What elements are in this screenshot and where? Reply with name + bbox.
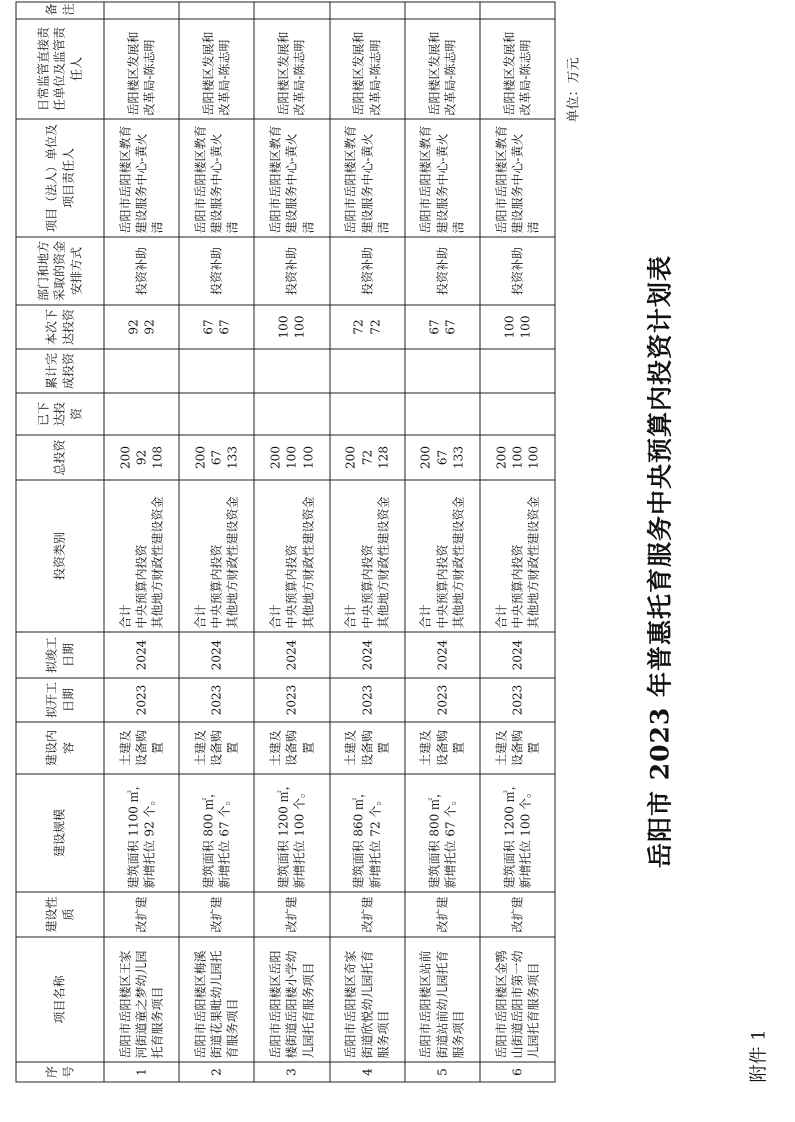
cell-issued — [329, 393, 404, 435]
category-line: 合计 — [268, 603, 283, 628]
cell-total — [179, 435, 254, 480]
table-row — [254, 2, 329, 1082]
cell-name: 岳阳市岳阳楼区岳阳楼街道岳阳楼小学幼儿园托育服务项目 — [254, 937, 329, 1062]
cell-nature: 改扩建 — [254, 892, 329, 937]
cell-owner: 岳阳市岳阳楼区教育建设服务中心-黄火清 — [254, 119, 329, 237]
cell-name: 岳阳市岳阳楼区金鹗山街道岳阳市第一幼儿园托育服务项目 — [479, 937, 554, 1062]
header-finish: 拟竣工日期 — [16, 632, 104, 678]
total-line: 133 — [225, 445, 240, 469]
cell-issued — [479, 393, 554, 435]
cell-no: 4 — [329, 1062, 404, 1082]
total-line: 200 — [343, 445, 358, 469]
cell-name: 岳阳市岳阳楼区王家河街道童之梦幼儿园托育服务项目 — [104, 937, 179, 1062]
header-owner: 项目（法人）单位及项目责任人 — [16, 119, 104, 237]
cell-total — [404, 435, 479, 480]
table-row — [479, 2, 554, 1082]
cell-owner: 岳阳市岳阳楼区教育建设服务中心-黄火清 — [179, 119, 254, 237]
cell-finish: 2024 — [479, 632, 554, 678]
total-line: 100 — [284, 445, 299, 469]
category-line: 其他地方财政性建设资金 — [375, 495, 390, 628]
cell-owner: 岳阳市岳阳楼区教育建设服务中心-黄火清 — [104, 119, 179, 237]
cell-nature: 改扩建 — [179, 892, 254, 937]
category-line: 中央预算内投资 — [434, 543, 449, 628]
total-line: 100 — [525, 445, 540, 469]
category-line: 其他地方财政性建设资金 — [450, 495, 465, 628]
cell-issued — [179, 393, 254, 435]
category-line: 合计 — [193, 603, 208, 628]
header-scale: 建设规模 — [16, 774, 104, 892]
cell-current — [329, 305, 404, 349]
cell-start: 2023 — [104, 678, 179, 722]
current-line: 72 — [351, 318, 366, 335]
cell-remark — [254, 2, 329, 19]
cell-scale: 建筑面积 1100 ㎡，新增托位 92 个。 — [104, 774, 179, 892]
table-row — [104, 2, 179, 1082]
total-line: 200 — [268, 445, 283, 469]
cell-completed — [254, 349, 329, 393]
category-line: 合计 — [343, 603, 358, 628]
cell-content: 土建及设备购置 — [104, 722, 179, 774]
cell-name: 岳阳市岳阳楼区站前街道站前幼儿园托育服务项目 — [404, 937, 479, 1062]
cell-completed — [479, 349, 554, 393]
total-line: 72 — [359, 449, 374, 465]
cell-content: 土建及设备购置 — [329, 722, 404, 774]
cell-name: 岳阳市岳阳楼区奇家街道欣悦幼儿园托育服务项目 — [329, 937, 404, 1062]
cell-completed — [404, 349, 479, 393]
current-line: 67 — [201, 318, 216, 335]
cell-start: 2023 — [329, 678, 404, 722]
header-total: 总投资 — [16, 435, 104, 480]
cell-method: 投资补助 — [329, 237, 404, 305]
cell-completed — [104, 349, 179, 393]
total-line: 67 — [209, 449, 224, 465]
cell-content: 土建及设备购置 — [254, 722, 329, 774]
header-name: 项目名称 — [16, 937, 104, 1062]
cell-method: 投资补助 — [254, 237, 329, 305]
cell-category — [179, 480, 254, 632]
cell-supervisor: 岳阳楼区发展和改革局-陈志明 — [404, 19, 479, 119]
cell-remark — [404, 2, 479, 19]
category-line: 其他地方财政性建设资金 — [225, 495, 240, 628]
current-line: 92 — [142, 318, 157, 335]
total-line: 200 — [193, 445, 208, 469]
current-line: 100 — [501, 315, 516, 338]
table-row — [179, 2, 254, 1082]
current-line: 67 — [217, 318, 232, 335]
cell-finish: 2024 — [254, 632, 329, 678]
cell-completed — [329, 349, 404, 393]
current-line: 67 — [442, 318, 457, 335]
cell-supervisor: 岳阳楼区发展和改革局-陈志明 — [179, 19, 254, 119]
header-category: 投资类别 — [16, 480, 104, 632]
total-line: 67 — [434, 449, 449, 465]
cell-no: 1 — [104, 1062, 179, 1082]
header-supervisor: 日常监管直接责任单位及监管责任人 — [16, 19, 104, 119]
category-line: 中央预算内投资 — [134, 543, 149, 628]
cell-completed — [179, 349, 254, 393]
cell-category — [104, 480, 179, 632]
header-remark: 备注 — [16, 2, 104, 19]
cell-start: 2023 — [404, 678, 479, 722]
cell-finish: 2024 — [404, 632, 479, 678]
cell-owner: 岳阳市岳阳楼区教育建设服务中心-黄火清 — [479, 119, 554, 237]
cell-current — [479, 305, 554, 349]
total-line: 200 — [418, 445, 433, 469]
total-line: 92 — [134, 449, 149, 465]
cell-method: 投资补助 — [479, 237, 554, 305]
cell-scale: 建筑面积 1200 ㎡，新增托位 100 个。 — [479, 774, 554, 892]
header-completed: 累计完成投资 — [16, 349, 104, 393]
category-line: 合计 — [117, 603, 132, 628]
current-line: 67 — [426, 318, 441, 335]
cell-category — [254, 480, 329, 632]
cell-scale: 建筑面积 1200 ㎡，新增托位 100 个。 — [254, 774, 329, 892]
total-line: 108 — [150, 445, 165, 469]
header-current: 本次下达投资 — [16, 305, 104, 349]
header-no: 序号 — [16, 1062, 104, 1082]
cell-supervisor: 岳阳楼区发展和改革局-陈志明 — [479, 19, 554, 119]
cell-category — [479, 480, 554, 632]
cell-nature: 改扩建 — [479, 892, 554, 937]
cell-current — [104, 305, 179, 349]
total-line: 100 — [300, 445, 315, 469]
cell-current — [179, 305, 254, 349]
header-nature: 建设性质 — [16, 892, 104, 937]
investment-plan-table — [15, 1, 555, 1082]
cell-nature: 改扩建 — [104, 892, 179, 937]
cell-owner: 岳阳市岳阳楼区教育建设服务中心-黄火清 — [404, 119, 479, 237]
cell-finish: 2024 — [329, 632, 404, 678]
total-line: 100 — [509, 445, 524, 469]
cell-supervisor: 岳阳楼区发展和改革局-陈志明 — [254, 19, 329, 119]
cell-remark — [179, 2, 254, 19]
cell-name: 岳阳市岳阳楼区梅溪街道花果毗幼儿园托育服务项目 — [179, 937, 254, 1062]
cell-start: 2023 — [479, 678, 554, 722]
cell-content: 土建及设备购置 — [479, 722, 554, 774]
category-line: 中央预算内投资 — [209, 543, 224, 628]
current-line: 100 — [276, 315, 291, 338]
cell-no: 2 — [179, 1062, 254, 1082]
category-line: 中央预算内投资 — [284, 543, 299, 628]
cell-owner: 岳阳市岳阳楼区教育建设服务中心-黄火清 — [329, 119, 404, 237]
current-line: 72 — [367, 318, 382, 335]
category-line: 合计 — [418, 603, 433, 628]
cell-total — [329, 435, 404, 480]
cell-no: 6 — [479, 1062, 554, 1082]
current-line: 92 — [126, 318, 141, 335]
cell-total — [104, 435, 179, 480]
cell-scale: 建筑面积 800 ㎡，新增托位 67 个。 — [179, 774, 254, 892]
cell-remark — [329, 2, 404, 19]
table-row — [404, 2, 479, 1082]
cell-start: 2023 — [179, 678, 254, 722]
cell-method: 投资补助 — [104, 237, 179, 305]
current-line: 100 — [292, 315, 307, 338]
cell-issued — [404, 393, 479, 435]
cell-current — [404, 305, 479, 349]
unit-label: 单位：万元 — [566, 56, 581, 122]
table-row — [329, 2, 404, 1082]
category-line: 其他地方财政性建设资金 — [150, 495, 165, 628]
cell-category — [404, 480, 479, 632]
header-method: 部门和地方采取的资金安排方式 — [16, 237, 104, 305]
cell-total — [254, 435, 329, 480]
cell-no: 3 — [254, 1062, 329, 1082]
cell-nature: 改扩建 — [329, 892, 404, 937]
cell-finish: 2024 — [104, 632, 179, 678]
total-line: 128 — [375, 445, 390, 469]
cell-category — [329, 480, 404, 632]
cell-supervisor: 岳阳楼区发展和改革局-陈志明 — [104, 19, 179, 119]
cell-method: 投资补助 — [179, 237, 254, 305]
category-line: 中央预算内投资 — [509, 543, 524, 628]
category-line: 合计 — [493, 603, 508, 628]
cell-scale: 建筑面积 860 ㎡，新增托位 72 个。 — [329, 774, 404, 892]
header-issued: 已下达投资 — [16, 393, 104, 435]
current-line: 100 — [517, 315, 532, 338]
cell-method: 投资补助 — [404, 237, 479, 305]
category-line: 其他地方财政性建设资金 — [525, 495, 540, 628]
header-content: 建设内容 — [16, 722, 104, 774]
total-line: 133 — [450, 445, 465, 469]
category-line: 其他地方财政性建设资金 — [300, 495, 315, 628]
cell-start: 2023 — [254, 678, 329, 722]
cell-finish: 2024 — [179, 632, 254, 678]
cell-nature: 改扩建 — [404, 892, 479, 937]
cell-total — [479, 435, 554, 480]
cell-no: 5 — [404, 1062, 479, 1082]
cell-remark — [104, 2, 179, 19]
page-title: 岳阳市 2023 年普惠托育服务中央预算内投资计划表 — [645, 254, 674, 868]
cell-content: 土建及设备购置 — [179, 722, 254, 774]
total-line: 200 — [493, 445, 508, 469]
cell-issued — [254, 393, 329, 435]
header-start: 拟开工日期 — [16, 678, 104, 722]
cell-scale: 建筑面积 800 ㎡，新增托位 67 个。 — [404, 774, 479, 892]
total-line: 200 — [117, 445, 132, 469]
cell-content: 土建及设备购置 — [404, 722, 479, 774]
table-header-row — [16, 2, 104, 1082]
cell-remark — [479, 2, 554, 19]
category-line: 中央预算内投资 — [359, 543, 374, 628]
cell-issued — [104, 393, 179, 435]
attachment-label: 附件 1 — [748, 1028, 769, 1082]
cell-current — [254, 305, 329, 349]
cell-supervisor: 岳阳楼区发展和改革局-陈志明 — [329, 19, 404, 119]
